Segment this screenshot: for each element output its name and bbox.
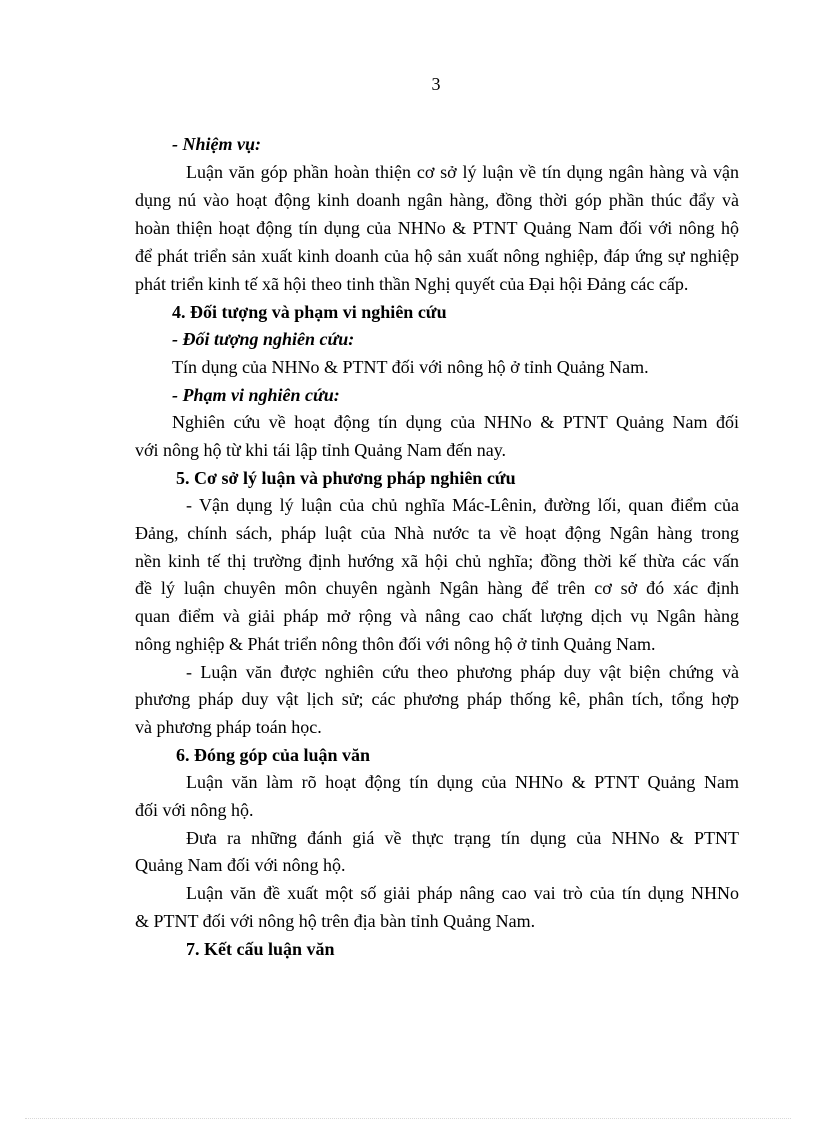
footer-divider <box>25 1118 791 1119</box>
paragraph-line: - Vận dụng lý luận của chủ nghĩa Mác-Lênin, đường lối, quan điểm của <box>186 495 739 515</box>
paragraph-line: Quảng Nam đối với nông hộ. <box>135 855 346 875</box>
paragraph-line: Luận văn đề xuất một số giải pháp nâng cao vai trò của tín dụng NHNo <box>186 883 739 903</box>
paragraph-line: và phương pháp toán học. <box>135 717 322 737</box>
paragraph-line: Đưa ra những đánh giá về thực trạng tín dụng của NHNo & PTNT <box>186 828 739 848</box>
paragraph-line: Đảng, chính sách, pháp luật của Nhà nước ta về hoạt động Ngân hàng trong <box>135 523 739 543</box>
section-heading-6: 6. Đóng góp của luận văn <box>176 745 371 765</box>
paragraph-line: để phát triển sản xuất kinh doanh của hộ sản xuất nông nghiệp, đáp ứng sự nghiệp <box>135 246 739 266</box>
subheading-pham-vi: - Phạm vi nghiên cứu: <box>172 385 340 405</box>
paragraph-line: Luận văn làm rõ hoạt động tín dụng của NHNo & PTNT Quảng Nam <box>186 772 739 792</box>
subheading-doi-tuong: - Đối tượng nghiên cứu: <box>172 329 355 349</box>
paragraph-line: dụng nú vào hoạt động kinh doanh ngân hàng, đồng thời góp phần thúc đẩy và <box>135 190 739 210</box>
paragraph-line: đối với nông hộ. <box>135 800 254 820</box>
paragraph-line: Luận văn góp phần hoàn thiện cơ sở lý luận về tín dụng ngân hàng và vận <box>186 162 739 182</box>
paragraph-line: nền kinh tế thị trường định hướng xã hội chủ nghĩa; đồng thời kế thừa các vấn <box>135 551 739 571</box>
paragraph-line: hoàn thiện hoạt động tín dụng của NHNo & PTNT Quảng Nam đối với nông hộ <box>135 218 739 238</box>
paragraph-line: Tín dụng của NHNo & PTNT đối với nông hộ ở tỉnh Quảng Nam. <box>172 357 649 377</box>
paragraph-line: phát triển kinh tế xã hội theo tinh thần Nghị quyết của Đại hội Đảng các cấp. <box>135 274 689 294</box>
section-heading-4: 4. Đối tượng và phạm vi nghiên cứu <box>172 302 447 322</box>
page-number: 3 <box>431 74 441 94</box>
paragraph-line: Nghiên cứu về hoạt động tín dụng của NHNo & PTNT Quảng Nam đối <box>172 412 739 432</box>
paragraph-line: phương pháp duy vật lịch sử; các phương pháp thống kê, phân tích, tổng hợp <box>135 689 739 709</box>
paragraph-line: & PTNT đối với nông hộ trên địa bàn tỉnh Quảng Nam. <box>135 911 536 931</box>
paragraph-line: với nông hộ từ khi tái lập tỉnh Quảng Nam đến nay. <box>135 440 507 460</box>
paragraph-line: đề lý luận chuyên môn chuyên ngành Ngân hàng để trên cơ sở đó xác định <box>135 578 739 598</box>
paragraph-line: nông nghiệp & Phát triển nông thôn đối với nông hộ ở tỉnh Quảng Nam. <box>135 634 656 654</box>
section-heading-7: 7. Kết cấu luận văn <box>186 939 335 959</box>
paragraph-line: - Luận văn được nghiên cứu theo phương pháp duy vật biện chứng và <box>186 662 739 682</box>
section-heading-5: 5. Cơ sở lý luận và phương pháp nghiên cứu <box>176 468 516 488</box>
paragraph-line: quan điểm và giải pháp mở rộng và nâng cao chất lượng dịch vụ Ngân hàng <box>135 606 739 626</box>
heading-nhiem-vu: - Nhiệm vụ: <box>172 134 261 154</box>
